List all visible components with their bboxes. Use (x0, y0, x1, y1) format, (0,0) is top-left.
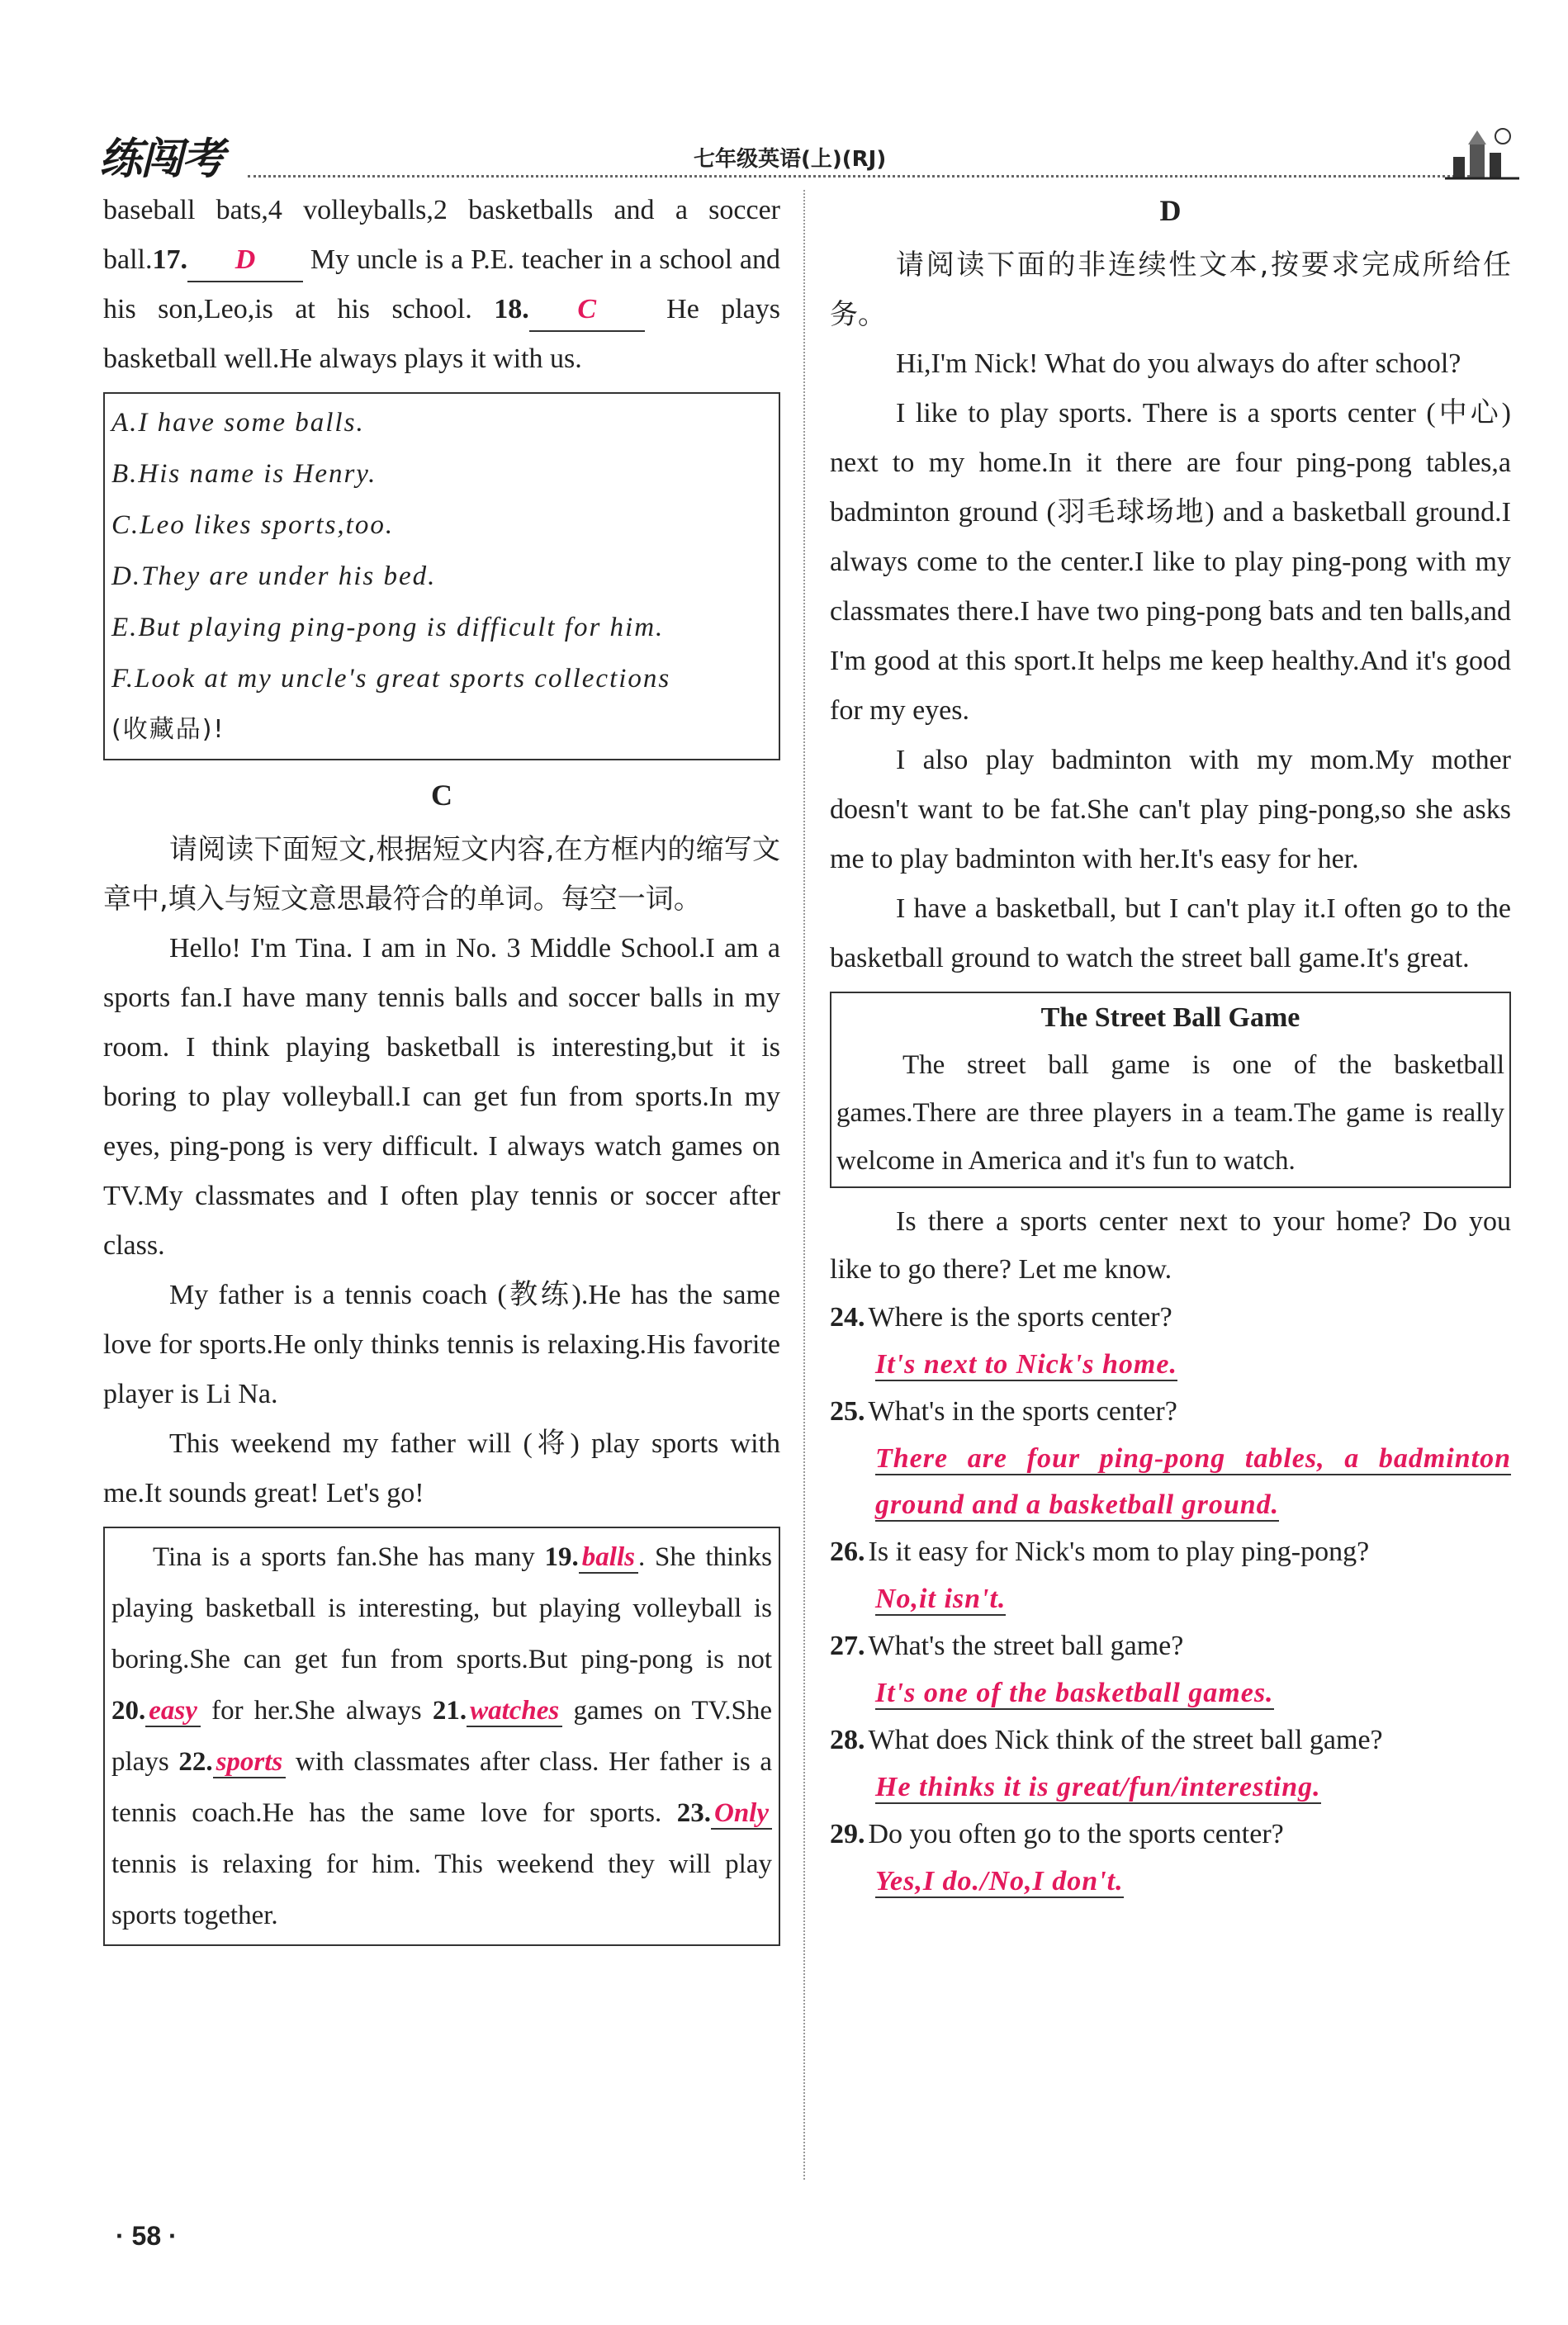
d-paragraph-1: Hi,I'm Nick! What do you always do after school? (896, 348, 1461, 379)
option-b: B.His name is Henry. (111, 459, 377, 489)
question-25 (830, 1388, 1511, 1436)
summary-box (103, 1527, 780, 1946)
q18-number: 18. (494, 294, 529, 324)
summary-text (111, 1532, 772, 1941)
section-d-instruction: 请阅读下面的非连续性文本,按要求完成所给任务。 (830, 249, 1511, 331)
q24-number: 24. (830, 1302, 865, 1333)
q21-answer: watches (467, 1696, 562, 1727)
q19-answer: balls (579, 1542, 638, 1574)
d-paragraph-4: I have a basketball, but I can't play it.I often go to the basketball ground to watch the street ball game.It's great. (830, 893, 1511, 973)
q27-number: 27. (830, 1631, 865, 1661)
question-27 (830, 1622, 1511, 1670)
option-e: E.But playing ping-pong is difficult for him. (111, 613, 665, 642)
q26-number: 26. (830, 1537, 865, 1567)
c-paragraph-3: This weekend my father will (将) play sports with me.It sounds great! Let's go! (103, 1428, 780, 1508)
q28-text: What does Nick think of the street ball game? (868, 1725, 1383, 1755)
d-paragraph-3: I also play badminton with my mom.My mother doesn't want to be fat.She can't play ping-pong,so she asks me to play badminton with her.It's easy for her. (830, 745, 1511, 874)
castle-icon (1445, 124, 1519, 182)
street-ball-title: The Street Ball Game (1040, 1002, 1300, 1033)
q28-answer: He thinks it is great/fun/interesting. (875, 1772, 1321, 1802)
option-f-zh: (收藏品)! (111, 715, 225, 744)
answer-26 (830, 1576, 1511, 1622)
q22-answer: sports (213, 1747, 287, 1778)
summary-t4: games on TV.She plays (111, 1696, 773, 1777)
q17-answer: D (187, 239, 303, 282)
c-paragraph-2: My father is a tennis coach (教练).He has the same love for sports.He only thinks tennis is relaxing.His favorite player is Li Na. (103, 1280, 780, 1409)
page-number: · 58 · (116, 2221, 178, 2251)
questions-list (830, 1294, 1511, 1905)
column-divider (803, 190, 805, 2180)
option-d: D.They are under his bed. (111, 561, 437, 591)
q27-answer: It's one of the basketball games. (875, 1678, 1274, 1708)
q21-number: 21. (432, 1696, 467, 1726)
q25-number: 25. (830, 1396, 865, 1427)
answer-28 (830, 1764, 1511, 1811)
summary-t6: tennis is relaxing for him. This weekend they will play sports together. (111, 1849, 772, 1930)
header-divider (248, 175, 1470, 178)
page-header (99, 124, 1519, 190)
question-26 (830, 1528, 1511, 1576)
intro-text: baseball bats,4 volleyballs,2 basketballs and a soccer ball. (103, 195, 780, 275)
q26-answer: No,it isn't. (875, 1584, 1007, 1614)
q24-answer: It's next to Nick's home. (875, 1349, 1177, 1380)
q23-number: 23. (676, 1798, 711, 1828)
right-column (830, 186, 1511, 1905)
q22-number: 22. (178, 1747, 213, 1777)
option-a: A.I have some balls. (111, 408, 365, 438)
q18-answer: C (529, 289, 645, 332)
question-29 (830, 1811, 1511, 1859)
q25-answer: There are four ping-pong tables, a badminton ground and a basketball ground. (875, 1443, 1511, 1520)
answer-25 (830, 1436, 1511, 1528)
answer-27 (830, 1670, 1511, 1717)
q17-number: 17. (152, 244, 187, 275)
answer-24 (830, 1342, 1511, 1388)
c-paragraph-1: Hello! I'm Tina. I am in No. 3 Middle School.I am a sports fan.I have many tennis balls and soccer balls in my room. I think playing basketball is interesting,but it is boring to play volleyball.I can get fun from sports.In my eyes, ping-pong is very difficult. I always watch games on TV.My classmates and I often play tennis or soccer after class. (103, 933, 780, 1261)
q28-number: 28. (830, 1725, 865, 1755)
section-d-title: D (1159, 194, 1182, 227)
q24-text: Where is the sports center? (868, 1302, 1172, 1333)
left-column (103, 186, 780, 1956)
q29-number: 29. (830, 1819, 865, 1849)
summary-t5: with classmates after class. Her father is a tennis coach.He has the same love for sports. (111, 1747, 773, 1828)
q26-text: Is it easy for Nick's mom to play ping-pong? (868, 1537, 1370, 1567)
section-b-continuation (103, 186, 780, 384)
summary-t3: for her.She always (211, 1696, 422, 1726)
brand-logo: 练闯考 (99, 135, 224, 184)
summary-t1: Tina is a sports fan.She has many (153, 1542, 535, 1572)
street-ball-box (830, 992, 1511, 1188)
q29-answer: Yes,I do./No,I don't. (875, 1866, 1124, 1896)
street-ball-text: The street ball game is one of the basketball games.There are three players in a team.The game is really welcome in America and it's fun to watch. (836, 1050, 1504, 1176)
q20-answer: easy (145, 1696, 201, 1727)
d-paragraph-2: I like to play sports. There is a sports center (中心) next to my home.In it there are four ping-pong tables,a badminton ground (羽毛球场地) and a basketball ground.I always come to the center.I like to play ping-pong with my classmates there.I have two ping-pong bats and ten balls,and I'm good at this sport.It helps me keep healthy.And it's good for my eyes. (830, 398, 1511, 726)
q20-number: 20. (111, 1696, 146, 1726)
option-c: C.Leo likes sports,too. (111, 510, 395, 540)
question-24 (830, 1294, 1511, 1342)
q18-text: He plays basketball well.He always plays it with us. (103, 294, 781, 374)
option-f: F.Look at my uncle's great sports collections (111, 664, 671, 694)
section-c-title: C (431, 779, 452, 812)
answer-29 (830, 1859, 1511, 1905)
book-title: 七年级英语(上)(RJ) (694, 147, 887, 172)
section-c-instruction: 请阅读下面短文,根据短文内容,在方框内的缩写文章中,填入与短文意思最符合的单词。每空一词。 (103, 833, 780, 916)
q29-text: Do you often go to the sports center? (868, 1819, 1284, 1849)
q23-answer: Only (711, 1798, 772, 1830)
q27-text: What's the street ball game? (868, 1631, 1184, 1661)
q17-text: My uncle is a P.E. teacher in a school and his son,Leo,is at his school. (103, 244, 780, 324)
question-28 (830, 1717, 1511, 1764)
options-box (103, 392, 780, 760)
summary-t2: . She thinks playing basketball is interesting, but playing volleyball is boring.She can get fun from sports.But ping-pong is not (111, 1542, 772, 1674)
q25-text: What's in the sports center? (868, 1396, 1177, 1427)
d-closing: Is there a sports center next to your home? Do you like to go there? Let me know. (830, 1206, 1511, 1285)
q19-number: 19. (544, 1542, 579, 1572)
